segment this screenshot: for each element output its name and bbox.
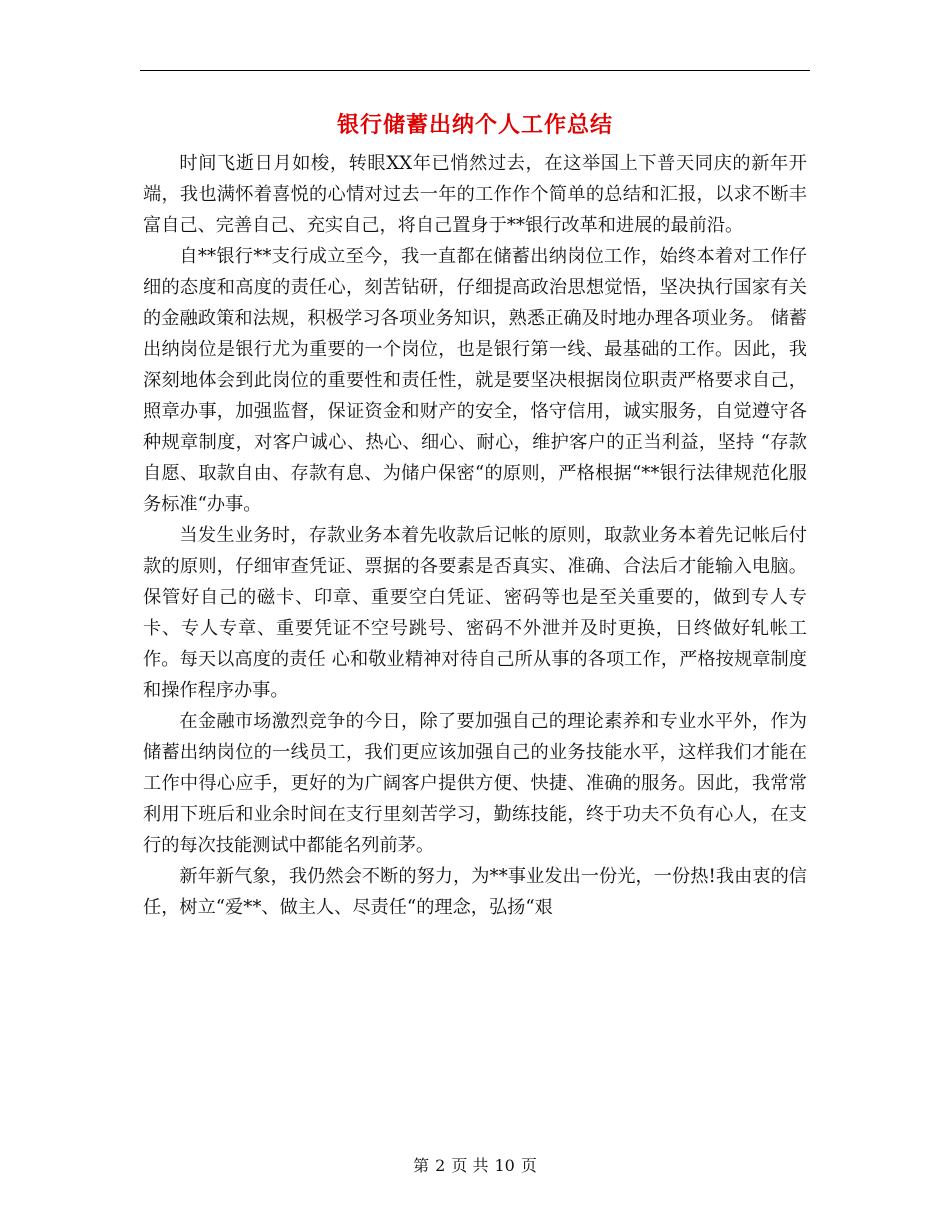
paragraph: 当发生业务时，存款业务本着先收款后记帐的原则，取款业务本着先记帐后付款的原则，仔细审查凭证、票据的各要素是否真实、准确、合法后才能输入电脑。保管好自己的磁卡、印章、重要空白凭证、密码等也是至关重要的，做到专人专卡、专人专章、重要凭证不空号跳号、密码不外泄并及时更换，日终做好轧帐工作。每天以高度的责任 心和敬业精神对待自己所从事的各项工作，严格按规章制度和操作程序办事。 xyxy=(143,525,807,701)
paragraph: 时间飞逝日月如梭，转眼XX年已悄然过去，在这举国上下普天同庆的新年开端，我也满怀着喜悦的心情对过去一年的工作作个简单的总结和汇报，以求不断丰富自己、完善自己、充实自己，将自己置身于**银行改革和进展的最前沿。 xyxy=(143,153,807,236)
footer-mid: 页 共 xyxy=(451,1156,489,1175)
paragraph: 新年新气象，我仍然会不断的努力，为**事业发出一份光，一份热!我由衷的信任，树立“爱**、做主人、尽责任“的理念，弘扬“艰 xyxy=(143,866,807,918)
page-total: 10 xyxy=(494,1156,515,1175)
footer-prefix: 第 xyxy=(413,1156,430,1175)
document-title: 银行储蓄出纳个人工作总结 xyxy=(336,112,613,138)
footer-suffix: 页 xyxy=(520,1156,537,1175)
page-number: 2 xyxy=(435,1156,446,1175)
page-footer xyxy=(0,1153,950,1176)
paragraph: 自**银行**支行成立至今，我一直都在储蓄出纳岗位工作，始终本着对工作仔细的态度和高度的责任心，刻苦钻研，仔细提高政治思想觉悟，坚决执行国家有关的金融政策和法规，积极学习各项业务知识，熟悉正确及时地办理各项业务。 储蓄出纳岗位是银行尤为重要的一个岗位，也是银行第一线、最基础的工作。因此，我深刻地体会到此岗位的重要性和责任性，就是要坚决根据岗位职责严格要求自己，照章办事，加强监督，保证资金和财产的安全，恪守信用，诚实服务，自觉遵守各种规章制度，对客户诚心、热心、细心、耐心，维护客户的正当利益，坚持 “存款自愿、取款自由、存款有息、为储户保密“的原则，严格根据“**银行法律规范化服务标准“办事。 xyxy=(143,246,807,515)
header-rule xyxy=(140,70,810,71)
document-body xyxy=(143,148,807,923)
paragraph: 在金融市场激烈竞争的今日，除了要加强自己的理论素养和专业水平外，作为储蓄出纳岗位的一线员工，我们更应该加强自己的业务技能水平，这样我们才能在工作中得心应手，更好的为广阔客户提供方便、快捷、准确的服务。因此，我常常利用下班后和业余时间在支行里刻苦学习，勤练技能，终于功夫不负有心人，在支行的每次技能测试中都能名列前茅。 xyxy=(143,711,807,856)
